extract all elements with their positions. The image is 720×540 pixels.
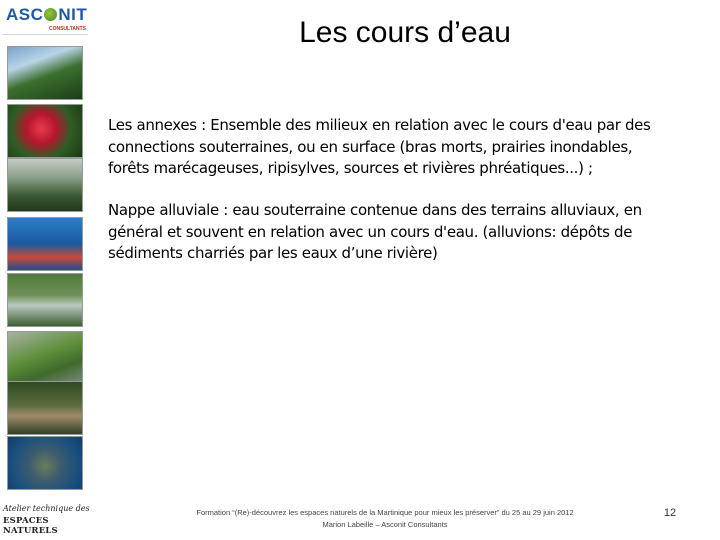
- red-flower-photo: [7, 104, 83, 158]
- paragraph-annexes: [108, 115, 668, 180]
- banner-line-1: Atelier technique des: [3, 504, 90, 513]
- coastline-photo: [7, 46, 83, 100]
- footer-line-1: Formation “(Re)-découvrez les espaces naturels de la Martinique pour mieux les préserver” du 25 au 29 juin 2012: [196, 508, 574, 517]
- paragraph-nappe-alluviale: [108, 200, 668, 265]
- sidebar: [0, 0, 90, 540]
- coral-reef-photo: [7, 217, 83, 271]
- slide-title: Les cours d’eau: [299, 16, 511, 49]
- slide-footer: [170, 507, 600, 531]
- boardwalk-photo: [7, 381, 83, 435]
- footer-line-2: Marion Labeille – Asconit Consultants: [322, 520, 448, 529]
- asconit-logo: [2, 2, 88, 35]
- logo-globe-icon: [44, 8, 57, 21]
- term-nappe-alluviale: Nappe alluviale: [108, 201, 219, 219]
- logo-text-start: ASC: [6, 5, 44, 24]
- term-annexes: Les annexes: [108, 116, 197, 134]
- logo-subtitle: CONSULTANTS: [48, 26, 86, 32]
- page-number: 12: [663, 507, 677, 519]
- workshop-banner: [0, 498, 90, 540]
- iguana-photo: [7, 331, 83, 385]
- definition-nappe-alluviale: : eau souterraine contenue dans des terrains alluviaux, en général et souvent en relation avec un cours d'eau. (alluvions: dépôts de sédiments charriés par les eaux d’une rivière): [108, 201, 642, 262]
- river-photo: [7, 273, 83, 327]
- definition-annexes: : Ensemble des milieux en relation avec le cours d'eau par des connections souterraines, ou en surface (bras morts, prairies inondables, forêts marécageuses, ripisylves, sources et rivières phréatiques...) ;: [108, 116, 651, 177]
- logo-text-end: NIT: [58, 5, 88, 24]
- forest-mist-photo: [7, 158, 83, 212]
- sea-turtle-photo: [7, 436, 83, 490]
- banner-line-2: ESPACES NATURELS: [3, 516, 58, 536]
